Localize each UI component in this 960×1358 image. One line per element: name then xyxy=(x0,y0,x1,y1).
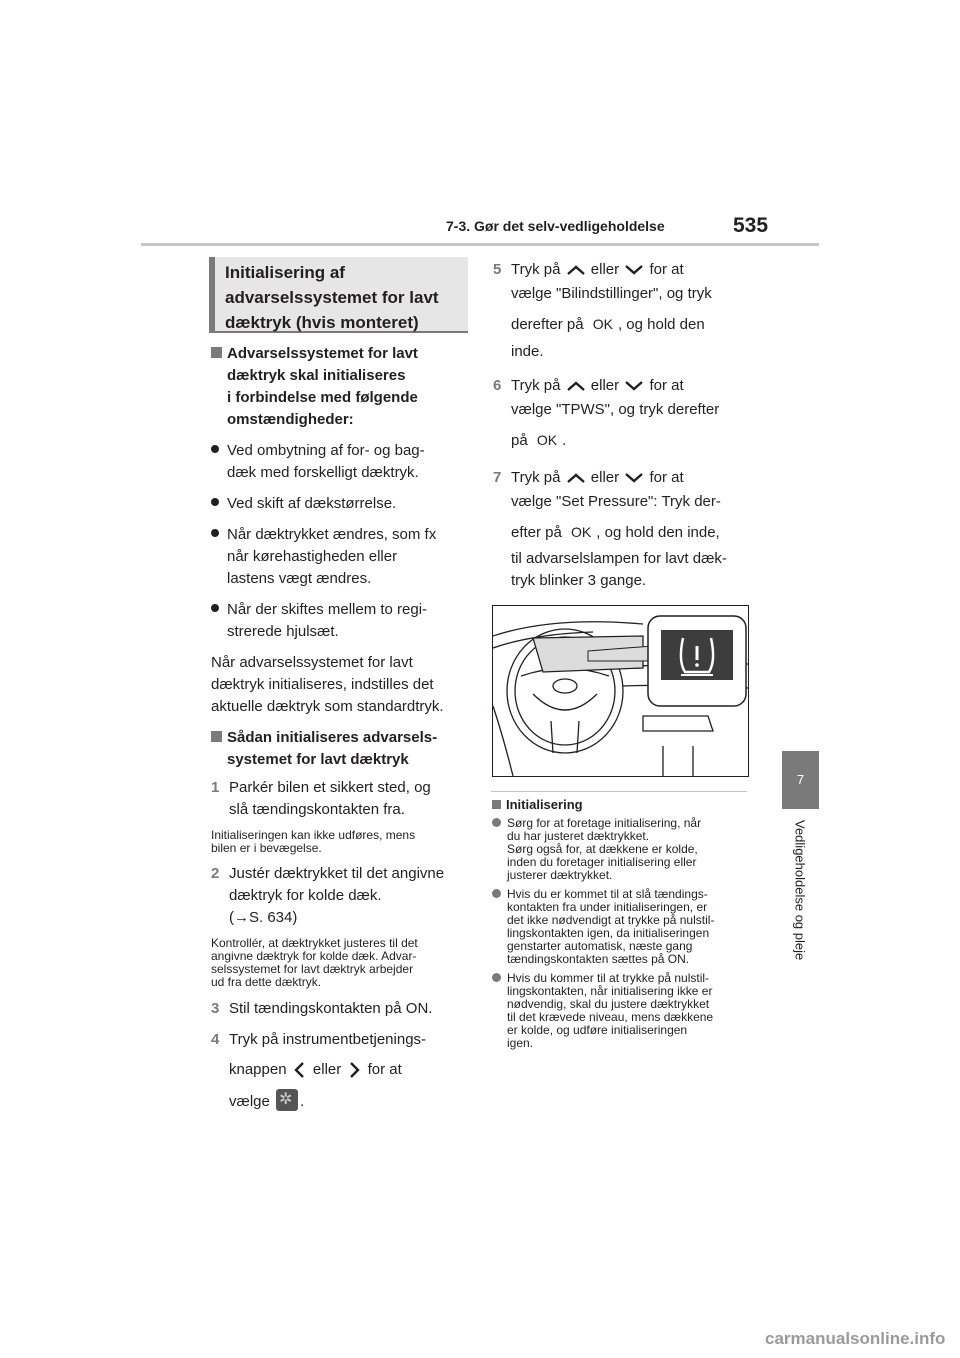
heading-line: advarselssystemet for lavt xyxy=(225,288,439,307)
chevron-down-icon xyxy=(623,379,645,393)
section-heading-box xyxy=(209,257,468,333)
list-item: Ved ombytning af for- og bag- dæk med forskelligt dæktryk. xyxy=(211,440,471,484)
step-7: 7 Tryk på eller for at vælge "Set Pressure": Tryk der- efter på OK , og hold den inde, til advarselslampen for lavt dæk- tryk blinker 3 gange. xyxy=(493,469,727,589)
subheading-procedure: Sådan initialiseres advarsels- systemet for lavt dæktryk xyxy=(211,727,471,771)
chapter-title: Vedligeholdelse og pleje xyxy=(792,820,808,961)
note-divider xyxy=(491,791,747,792)
watermark[interactable]: carmanualsonline.info xyxy=(765,1329,946,1348)
chapter-tab: 7 xyxy=(782,751,819,809)
step-4: 4 Tryk på instrumentbetjenings- knappen eller for at vælge ✲ . xyxy=(211,1029,471,1113)
list-item: Når der skiftes mellem to regi- strerede hjulsæt. xyxy=(211,599,471,643)
left-column xyxy=(211,343,471,1113)
square-bullet-icon xyxy=(211,347,222,358)
steering-wheel-illustration xyxy=(493,606,748,776)
ok-button-glyph: OK xyxy=(571,524,592,540)
chevron-up-icon xyxy=(565,471,587,485)
step-3: 3 Stil tændingskontakten på ON. xyxy=(211,1000,433,1017)
gear-icon xyxy=(276,1089,298,1111)
bullet-icon xyxy=(211,445,219,453)
chevron-down-icon xyxy=(623,263,645,277)
bullet-icon xyxy=(211,498,219,506)
heading-line: Initialisering af xyxy=(225,263,345,282)
note-heading: Initialisering xyxy=(492,797,754,812)
dashboard-illustration xyxy=(492,605,749,777)
chevron-up-icon xyxy=(565,379,587,393)
note-item: Sørg for at foretage initialisering, når du har justeret dæktrykket. Sørg også for, at dækkene er kolde, inden du foretager initialisering eller justerer dæktrykket. xyxy=(492,817,754,882)
bullet-icon xyxy=(492,973,501,982)
ok-button-glyph: OK xyxy=(592,316,613,332)
step-2: 2 Justér dæktrykket til det angivne dæktryk for kolde dæk. (→S. 634) xyxy=(211,865,445,926)
bullet-icon xyxy=(211,529,219,537)
bullet-icon xyxy=(492,889,501,898)
bullet-icon xyxy=(492,818,501,827)
chevron-right-icon xyxy=(345,1060,363,1080)
subheading-conditions: Advarselssystemet for lavt dæktryk skal initialiseres i forbindelse med følgende omstændigheder: xyxy=(211,343,471,431)
note-item: Hvis du er kommet til at slå tændings- kontakten fra under initialiseringen, er det ikke nødvendigt at trykke på nulstil- lingskontakten igen, da initialiseringen genstarter automatisk, næste gang tændingskontakten sættes på ON. xyxy=(492,888,754,966)
note-item: Hvis du kommer til at trykke på nulstil- lingskontakten, når initialisering ikke er nødvendig, skal du justere dæktrykket til det krævede niveau, mens dækkene er kolde, og udføre initialiseringen igen. xyxy=(492,972,754,1050)
paragraph: Når advarselssystemet for lavt dæktryk initialiseres, indstilles det aktuelle dæktryk som standardtryk. xyxy=(211,654,444,715)
list-item: Ved skift af dækstørrelse. xyxy=(211,493,471,515)
right-column xyxy=(493,259,763,592)
page-number: 535 xyxy=(733,214,769,237)
chapter-title-vertical xyxy=(746,820,854,980)
chevron-left-icon xyxy=(291,1060,309,1080)
step-6: 6 Tryk på eller for at vælge "TPWS", og tryk derefter på OK . xyxy=(493,377,720,449)
square-bullet-icon xyxy=(492,800,501,809)
notes-section xyxy=(492,797,754,1050)
square-bullet-icon xyxy=(211,731,222,742)
heading-line: dæktryk (hvis monteret) xyxy=(225,313,419,332)
ok-button-glyph: OK xyxy=(536,432,558,448)
section-title: 7-3. Gør det selv-vedligeholdelse xyxy=(446,218,665,234)
header-divider xyxy=(141,243,819,246)
note: Kontrollér, at dæktrykket justeres til det angivne dæktryk for kolde dæk. Advar- selssystemet for lavt dæktryk arbejder ud fra dette dæktryk. xyxy=(211,936,418,989)
step-1: 1 Parkér bilen et sikkert sted, og slå tændingskontakten fra. xyxy=(211,779,431,818)
bullet-icon xyxy=(211,604,219,612)
chevron-down-icon xyxy=(623,471,645,485)
note: Initialiseringen kan ikke udføres, mens bilen er i bevægelse. xyxy=(211,828,416,855)
step-5: 5 Tryk på eller for at vælge "Bilindstillinger", og tryk derefter på OK , og hold den inde. xyxy=(493,261,712,360)
list-item: Når dæktrykket ændres, som fx når kørehastigheden eller lastens vægt ændres. xyxy=(211,524,471,590)
chevron-up-icon xyxy=(565,263,587,277)
